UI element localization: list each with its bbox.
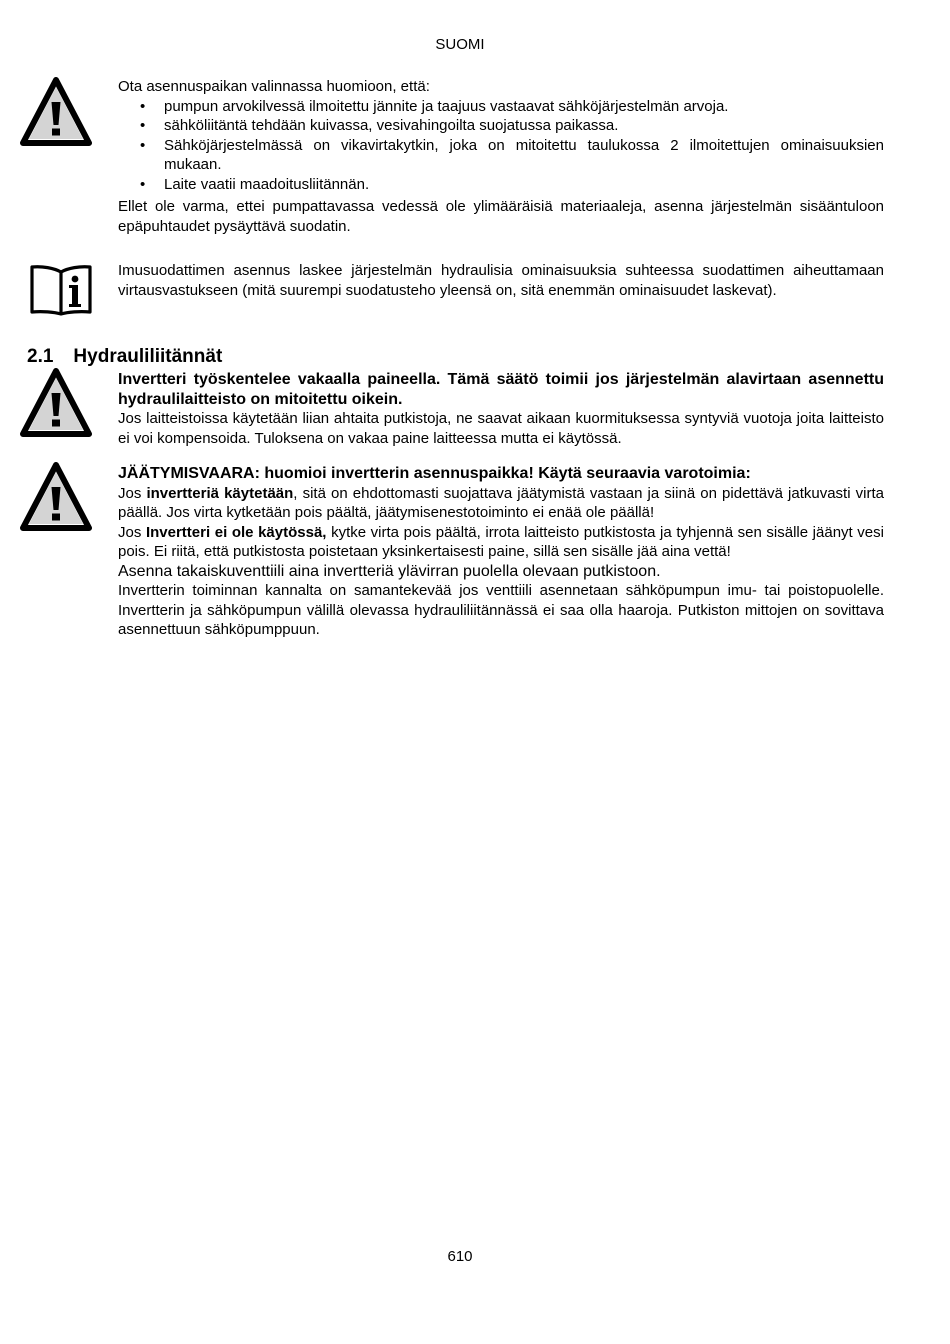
- page-number: 610: [447, 1248, 473, 1265]
- warning-block-installation: [118, 77, 884, 236]
- section-number: 2.1: [27, 346, 54, 367]
- freeze-paragraph-2: [118, 523, 884, 562]
- warning-icon: [20, 462, 92, 532]
- p2-prefix: Jos: [118, 523, 146, 541]
- info-filter-text: Imusuodattimen asennus laskee järjestelmän hydraulisia ominaisuuksia suhteessa suodattimen aiheuttamaan virtausvastukseen (mitä suurempi suodatusteho yleensä on, sitä enemmän ominaisuudet laskevat).: [118, 262, 884, 299]
- freeze-warning-title: JÄÄTYMISVAARA: huomioi invertterin asennuspaikka! Käytä seuraavia varotoimia:: [118, 465, 751, 482]
- section-heading: [27, 346, 222, 368]
- p1-prefix: Jos: [118, 484, 147, 502]
- manual-info-icon: [29, 264, 93, 316]
- p1-bold: invertteriä käytetään: [146, 484, 294, 502]
- warning-icon: [20, 368, 92, 438]
- list-item: • pumpun arvokilvessä ilmoitettu jännite ja taajuus vastaavat sähköjärjestelmän arvoja.: [118, 97, 884, 117]
- section-title: Hydrauliliitännät: [73, 346, 223, 367]
- intro-text: Ota asennuspaikan valinnassa huomioon, että:: [118, 78, 430, 95]
- pressure-text: Jos laitteistoissa käytetään liian ahtaita putkistoja, ne saavat aikaan kuormituksessa syntyviä vuotoja joita laitteisto ei voi kompensoida. Tuloksena on vakaa paine laitteessa mutta ei käytössä.: [118, 410, 884, 447]
- filter-note: Ellet ole varma, ettei pumpattavassa vedessä ole ylimääräisiä materiaaleja, asenna järjestelmän sisääntuloon epäpuhtaudet pysäyttävä suodatin.: [118, 198, 884, 235]
- page-header: SUOMI: [435, 36, 485, 53]
- freeze-paragraph-1: [118, 484, 884, 523]
- list-item: • Laite vaatii maadoitusliitännän.: [118, 175, 884, 195]
- p2-rest: kytke virta pois päältä, irrota laitteisto putkistosta ja tyhjennä sen sisälle jäänyt vesi pois. Ei riitä, että putkistosta poistetaan yksinkertaisesti paine, sillä sen sisälle jää aina vettä!: [118, 523, 884, 560]
- requirements-list: [118, 97, 884, 195]
- check-valve-text: Asenna takaiskuventtiili aina invertteriä ylävirran puolella olevaan putkistoon.: [118, 562, 661, 580]
- list-item: • sähköliitäntä tehdään kuivassa, vesivahingoilta suojatussa paikassa.: [118, 116, 884, 136]
- warning-icon: [20, 77, 92, 147]
- p2-bold: Invertteri ei ole käytössä,: [145, 523, 327, 541]
- list-item: • Sähköjärjestelmässä on vikavirtakytkin, joka on mitoitettu taulukossa 2 ilmoitettujen ominaisuuksien mukaan.: [118, 136, 884, 175]
- p1-rest: , sitä on ehdottomasti suojattava jäätymistä vastaan ja siinä on pidettävä jatkuvasti virta päällä. Jos virta kytketään pois päältä, jäätymisenestotoiminto ei enää ole päällä!: [118, 484, 884, 521]
- freeze-warning-block: [118, 464, 884, 640]
- pressure-bold-text: Invertteri työskentelee vakaalla paineella. Tämä säätö toimii jos järjestelmän alavirtaan asennettu hydraulilaitteisto on mitoitettu oikein.: [118, 371, 884, 408]
- valve-position-text: Invertterin toiminnan kannalta on samantekevää jos venttiili asennetaan sähköpumpun imu- tai poistopuolelle. Invertterin ja sähköpumpun välillä olevassa hydrauliliitännässä ei saa olla haaroja. Putkiston mittojen on sovittava asennettuun sähköpumppuun.: [118, 582, 884, 638]
- pressure-warning-block: [118, 370, 884, 448]
